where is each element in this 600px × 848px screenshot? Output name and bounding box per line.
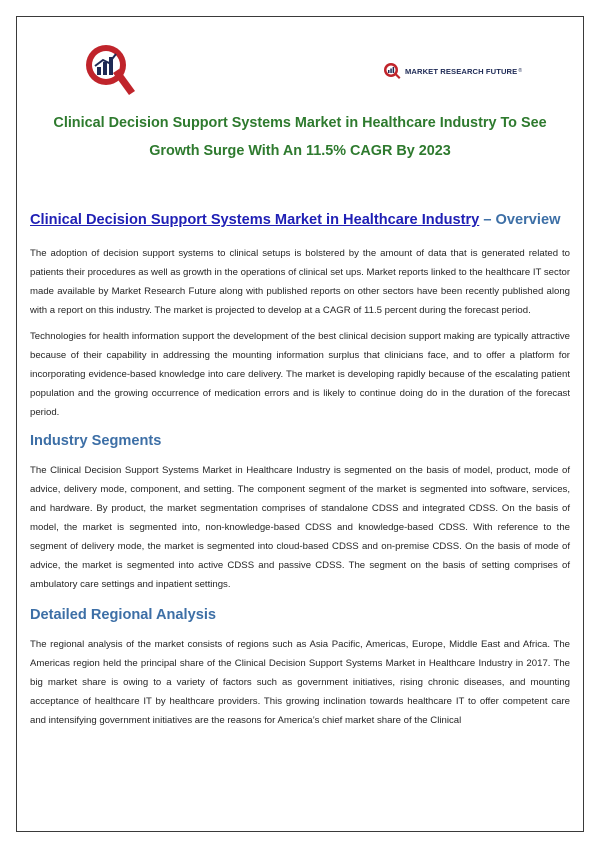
overview-paragraph-1: The adoption of decision support systems to clinical setups is bolstered by the amount of data that is generated related to patients their procedures as well as growth in the operations of clinical set ups. Market reports linked to the healthcare IT sector made available by Market Research Future along with published reports on other sectors have been recently published along with a report on this industry. The market is projected to develop at a CAGR of 11.5 percent during the forecast period. [30, 248, 571, 316]
document-title: Clinical Decision Support Systems Market in Healthcare Industry To See Growth Surge With An 11.5% CAGR By 2023 [53, 115, 547, 159]
segments-heading: Industry Segments [30, 433, 162, 449]
document-body [30, 205, 570, 730]
segments-paragraph: The Clinical Decision Support Systems Market in Healthcare Industry is segmented on the basis of model, product, mode of advice, delivery mode, component, and setting. The component segment of the market is segmented into software, services, and hardware. By product, the market segmentation comprises of standalone CDSS and integrated CDSS. On the basis of model, the market is segmented into, non-knowledge-based CDSS and knowledge-based CDSS. With reference to the segment of delivery mode, the market is segmented into cloud-based CDSS and on-premise CDSS. On the basis of mode of advice, the market is segmented into active CDSS and passive CDSS. The segment on the basis of setting comprises of ambulatory care settings and inpatient settings. [30, 465, 570, 590]
mrf-brand-logo [382, 60, 522, 82]
registered-mark: ® [518, 68, 522, 74]
regional-paragraph: The regional analysis of the market consists of regions such as Asia Pacific, Americas, Europe, Middle East and Africa. The Americas region held the principal share of the Clinical Decision Support Systems Market in Healthcare Industry in 2017. The big market share is owing to a variety of factors such as government initiatives, rising chronic diseases, and mounting acceptance of healthcare IT by healthcare providers. This growing inclination towards healthcare IT to offer competent care and intensifying government initiatives are the reasons for America’s chief market share of the Clinical [30, 639, 570, 726]
regional-heading: Detailed Regional Analysis [30, 607, 216, 623]
overview-paragraph-2: Technologies for health information support the development of the best clinical decision support making are typically attractive because of their capability in addressing the mounting information surplus that clinicians face, and to offer a platform for incorporating evidence-based knowledge into care delivery. The market is developing rapidly because of the escalating patient population and the growing occurrence of medication errors and is likely to continue doing do in the duration of the forecast period. [30, 331, 570, 418]
mrf-magnifier-logo-icon [79, 39, 143, 103]
overview-heading-link[interactable]: Clinical Decision Support Systems Market in Healthcare Industry [30, 212, 480, 228]
overview-heading [30, 210, 570, 230]
overview-heading-suffix: – Overview [479, 212, 561, 228]
brand-name: MARKET RESEARCH FUTURE [405, 66, 518, 76]
document-page [16, 16, 584, 832]
mrf-small-logo-icon [382, 61, 402, 81]
